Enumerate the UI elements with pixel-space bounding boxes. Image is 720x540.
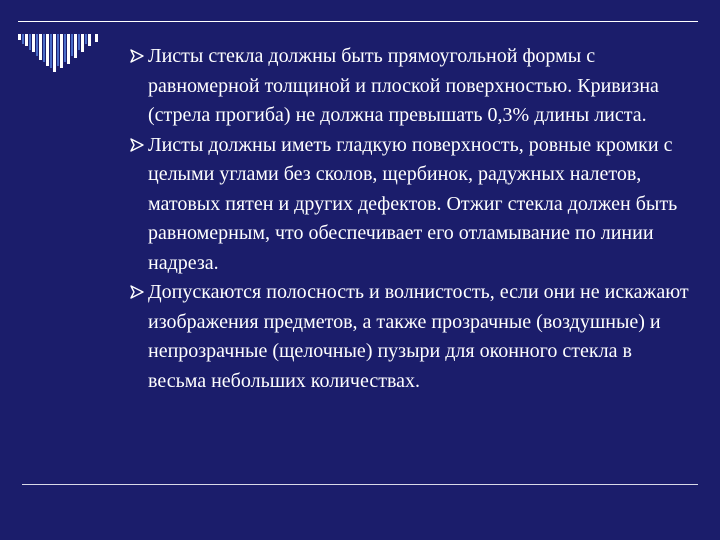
bullet-item-2 — [130, 131, 690, 279]
bullet-text: Листы стекла должны быть прямоугольной формы с равномерной толщиной и плоской поверхностью. Кривизна (стрела прогиба) не должна превышать 0,3% длины листа. — [148, 45, 659, 126]
arrowhead-check-icon — [130, 285, 144, 299]
bullet-text: Допускаются полосность и волнистость, если они не искажают изображения предметов, а также прозрачные (воздушные) и непрозрачные (щелочные) пузыри для оконного стекла в весьма небольших количествах. — [148, 281, 689, 392]
arrowhead-check-icon — [130, 49, 144, 63]
bullet-item-1 — [130, 42, 690, 131]
arrowhead-check-icon — [130, 138, 144, 152]
bullet-text: Листы должны иметь гладкую поверхность, ровные кромки с целыми углами без сколов, щербинок, радужных налетов, матовых пятен и других дефектов. Отжиг стекла должен быть равномерным, что обеспечивает его отламывание по линии надреза. — [148, 133, 678, 274]
bullet-item-3 — [130, 278, 690, 396]
top-rule — [18, 21, 698, 22]
bullet-list — [130, 42, 690, 396]
bullet-content — [130, 42, 690, 396]
bottom-divider — [22, 484, 698, 485]
